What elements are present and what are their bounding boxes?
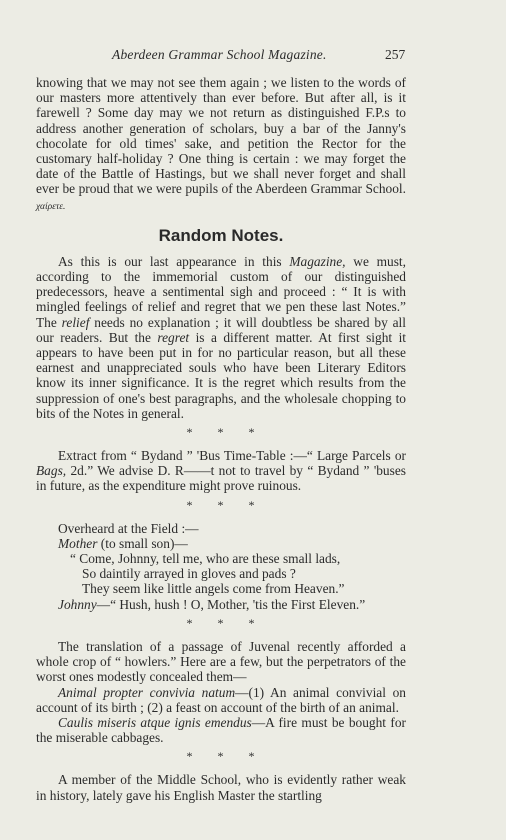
para1-em-magazine: Magazine,	[289, 253, 346, 269]
section-divider-3: * * *	[186, 615, 256, 630]
page-header	[0, 46, 506, 64]
mother-line	[36, 536, 406, 551]
speaker-johnny: Johnny	[58, 596, 97, 612]
text-column	[36, 75, 406, 803]
greek-farewell: χαίρετε.	[36, 201, 66, 212]
mother-line-rest: (to small son)—	[97, 535, 188, 551]
overheard-line: Overheard at the Field :—	[58, 520, 199, 536]
speaker-mother: Mother	[58, 535, 98, 551]
section-divider-2: * * *	[186, 497, 256, 512]
howler-2-translation: —A fire must be bought for the miserable cabbages.	[36, 714, 407, 746]
section-divider-1: * * *	[186, 425, 256, 440]
howler-1-translation: —(1) An animal convivial on account of its birth ; (2) a feast on account of the birth of an animal.	[36, 684, 406, 715]
verse-line-2: So daintily arrayed in gloves and pads ?	[82, 566, 296, 582]
running-title: Aberdeen Grammar School Magazine.	[112, 47, 327, 62]
verse-line-3: They seem like little angels come from Heaven.”	[82, 581, 345, 597]
history-paragraph: A member of the Middle School, who is evidently rather weak in history, lately gave his English Master the startling	[36, 772, 406, 803]
para2-text-b: 2d.” We advise D. R——t not to travel by “ Bydand ” 'buses in future, as the expenditure might prove ruinous.	[36, 463, 406, 494]
para1-text-c: needs no explanation ; it will doubtless be shared by all our readers. But the	[36, 314, 406, 345]
para1-em-regret: regret	[157, 329, 190, 345]
para1-text-d: is a different matter. At first sight it appears to have been put in for no particular reason, but all these earnest and unappreciated souls who have been Literary Editors know its inner significance. It is the regret which results from the suppression of one's best paragraphs, and the wholesale chopping to bits of the Notes in general.	[36, 329, 407, 421]
para1-text-b: we must, according to the immemorial custom of our distinguished predecessors, heave a sentimental sigh and proceed : “ It is with mingled feelings of relief and regret that we pen these last Notes.” The	[36, 253, 406, 330]
section-title: Random Notes.	[158, 225, 284, 245]
page-number: 257	[385, 47, 406, 62]
intro-text: knowing that we may not see them again ; we listen to the words of our masters more attentively than ever before. But after all, is it farewell ? Some day may we not return as distinguished F.P.s to address another generation of scholars, buy a bar of the Janny's chocolate for old times' sake, and petition the Rector for the customary half-holiday ? One thing is certain : we may forget the date of the Battle of Hastings, but we shall never forget and shall ever be proud that we were pupils of the Aberdeen Grammar School.	[36, 75, 406, 197]
para2-text-a: Extract from “ Bydand ” 'Bus Time-Table :—“ Large Parcels or	[58, 448, 406, 464]
howler-2	[36, 715, 406, 745]
para1-text-a: As this is our last appearance in this	[58, 253, 290, 269]
intro-paragraph	[36, 75, 406, 215]
para2-em-bags: Bags,	[36, 463, 67, 479]
para1-em-relief: relief	[61, 314, 90, 330]
howler-2-latin: Caulis miseris atque ignis emendus	[58, 714, 252, 730]
johnny-line	[36, 597, 406, 612]
howler-1-latin: Animal propter convivia natum	[58, 684, 236, 700]
verse-line-1: “ Come, Johnny, tell me, who are these small lads,	[70, 551, 341, 567]
juvenal-paragraph: The translation of a passage of Juvenal recently afforded a whole crop of “ howlers.” Here are a few, but the perpetrators of the worst ones modestly concealed them—	[36, 638, 406, 685]
johnny-line-rest: —“ Hush, hush ! O, Mother, 'tis the First Eleven.”	[96, 596, 366, 612]
notes-intro-paragraph	[36, 254, 406, 421]
howler-1	[36, 685, 406, 715]
bydand-paragraph	[36, 448, 406, 494]
section-divider-4: * * *	[186, 749, 256, 764]
